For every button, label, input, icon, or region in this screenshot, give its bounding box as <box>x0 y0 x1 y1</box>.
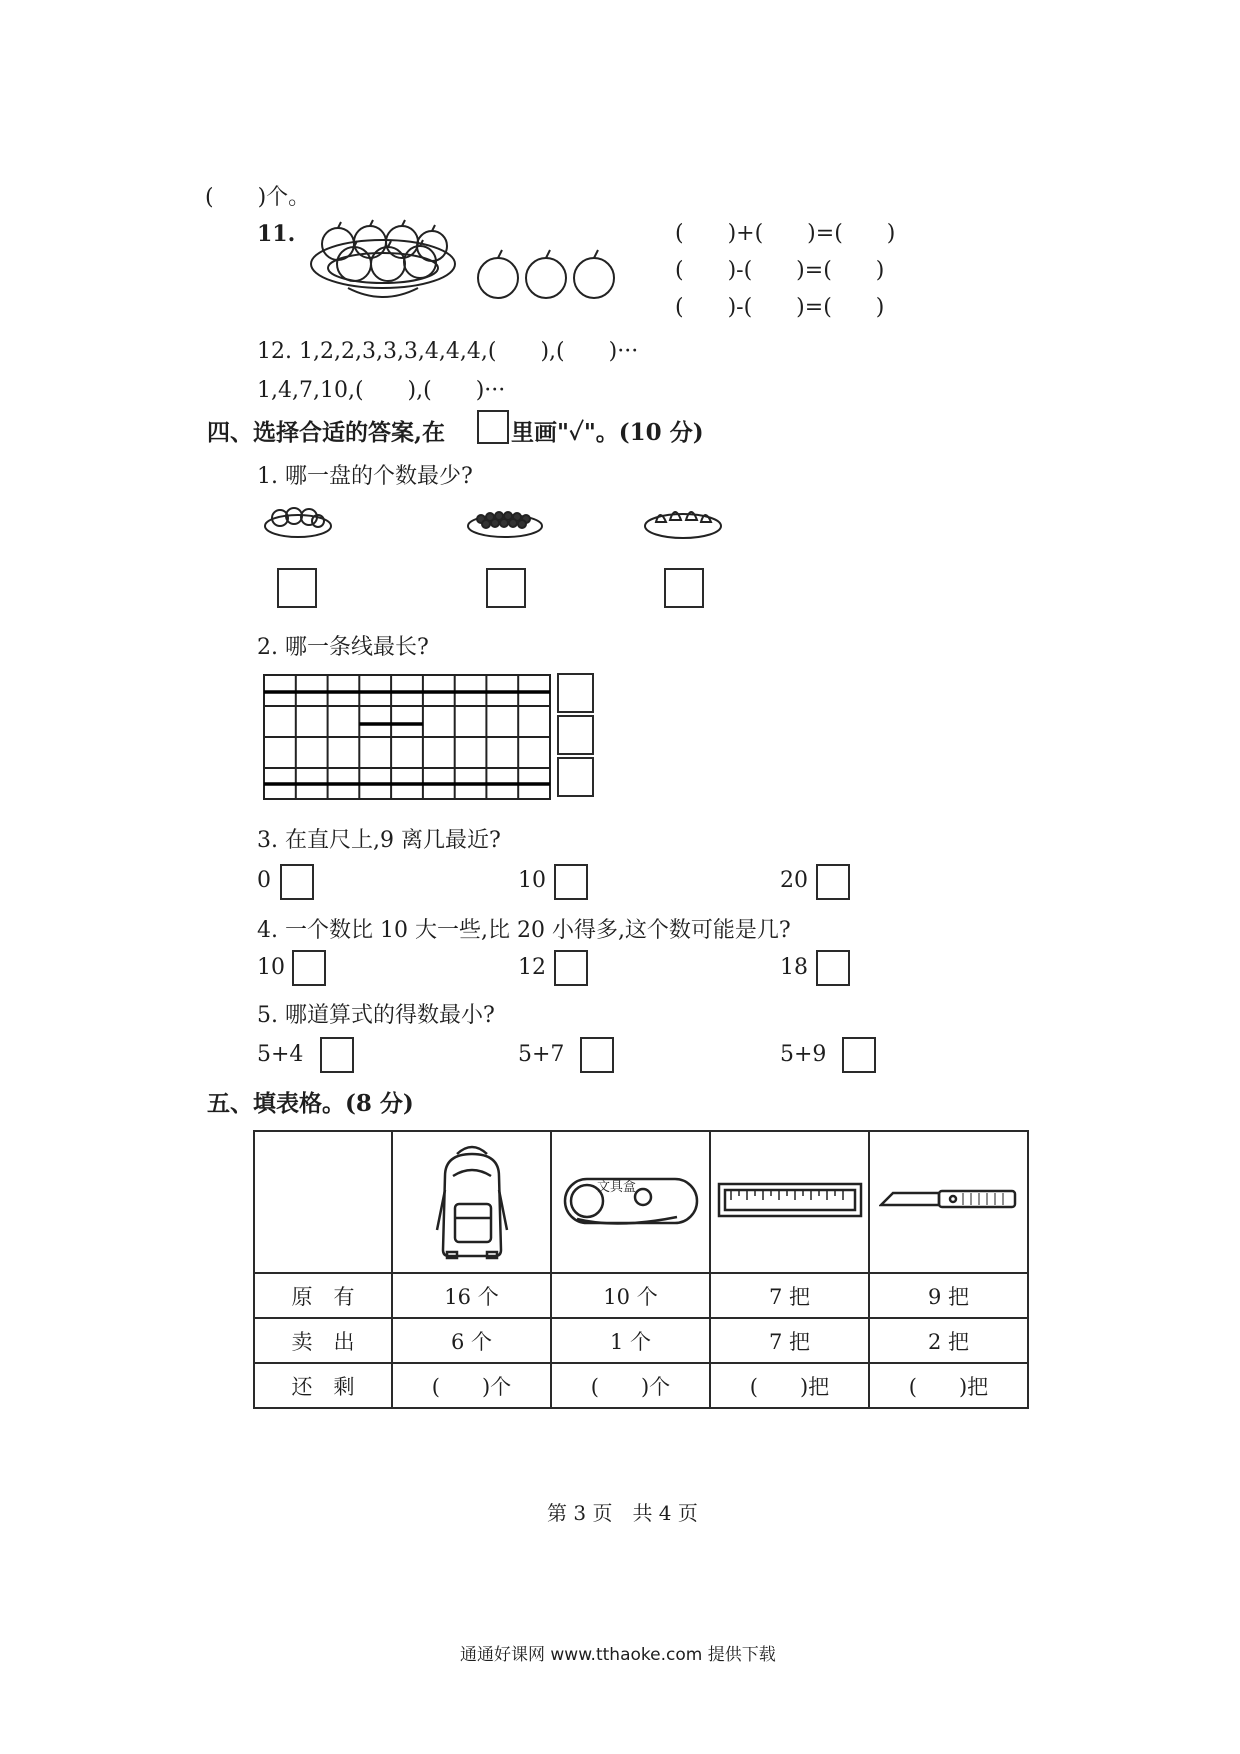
q4-5-option-a: 5+4 <box>257 1042 304 1067</box>
answer-box-plate-3[interactable] <box>664 568 704 608</box>
knife-cell <box>869 1131 1028 1273</box>
table-corner-cell <box>254 1131 392 1273</box>
q4-5-option-c: 5+9 <box>780 1042 827 1067</box>
q4-3-option-c: 20 <box>780 868 808 893</box>
page-number: 第 3 页 共 4 页 <box>547 1501 698 1525</box>
cell-remaining-pencil-case[interactable]: ( )个 <box>551 1363 710 1408</box>
answer-box-plate-1[interactable] <box>277 568 317 608</box>
backpack-icon <box>427 1140 517 1260</box>
cell-original-backpack: 16 个 <box>392 1273 551 1318</box>
cell-remaining-ruler[interactable]: ( )把 <box>710 1363 869 1408</box>
cell-remaining-knife[interactable]: ( )把 <box>869 1363 1028 1408</box>
cell-original-ruler: 7 把 <box>710 1273 869 1318</box>
utility-knife-icon <box>879 1185 1019 1215</box>
apple-plate-illustration <box>308 222 458 310</box>
q12-sequence-2: 1,4,7,10,( ),( )··· <box>257 378 506 403</box>
q4-3-option-a: 0 <box>257 868 271 893</box>
ruler-icon <box>717 1180 863 1220</box>
q4-5-question: 5. 哪道算式的得数最小? <box>257 1003 495 1028</box>
plate-1-illustration <box>262 500 334 542</box>
q4-4-question: 4. 一个数比 10 大一些,比 20 小得多,这个数可能是几? <box>257 918 791 943</box>
continued-answer-line: ( )个。 <box>205 185 311 210</box>
q11-equation-2: ( )-( )=( ) <box>675 258 885 283</box>
loose-apples-illustration <box>474 248 622 300</box>
plate-3-illustration <box>642 500 724 542</box>
table-image-row <box>254 1131 1028 1273</box>
section-4-title-b: 里画"✓"。(10 分) <box>511 419 704 446</box>
answer-box-q5-a[interactable] <box>320 1037 354 1073</box>
row-label-remaining: 还 剩 <box>254 1363 392 1408</box>
pencil-case-icon <box>561 1165 701 1235</box>
pencil-case-cell <box>551 1131 710 1273</box>
answer-box-q3-a[interactable] <box>280 864 314 900</box>
answer-box-q5-c[interactable] <box>842 1037 876 1073</box>
table-row-sold <box>254 1318 1028 1363</box>
answer-box-q3-b[interactable] <box>554 864 588 900</box>
q4-3-question: 3. 在直尺上,9 离几最近? <box>257 828 501 853</box>
plate-2-illustration <box>465 500 545 542</box>
cell-original-pencil-case: 10 个 <box>551 1273 710 1318</box>
title-checkbox-sample <box>477 410 509 444</box>
inventory-table <box>253 1130 1029 1409</box>
pencil-case-label: 文具盒 <box>596 1179 636 1195</box>
cell-sold-knife: 2 把 <box>869 1318 1028 1363</box>
backpack-cell <box>392 1131 551 1273</box>
download-watermark: 通通好课网 www.tthaoke.com 提供下载 <box>460 1645 776 1665</box>
line-grid <box>263 674 553 802</box>
q4-2-question: 2. 哪一条线最长? <box>257 635 429 660</box>
q4-4-option-a: 10 <box>257 955 285 980</box>
q4-4-option-c: 18 <box>780 955 808 980</box>
answer-box-line-3[interactable] <box>557 757 594 797</box>
answer-box-q4-a[interactable] <box>292 950 326 986</box>
answer-box-q4-c[interactable] <box>816 950 850 986</box>
section-4-title-a: 四、选择合适的答案,在 <box>207 419 446 446</box>
q4-5-option-b: 5+7 <box>518 1042 565 1067</box>
ruler-cell <box>710 1131 869 1273</box>
cell-sold-backpack: 6 个 <box>392 1318 551 1363</box>
q4-4-option-b: 12 <box>518 955 546 980</box>
q4-1-question: 1. 哪一盘的个数最少? <box>257 464 473 489</box>
section-5-title: 五、填表格。(8 分) <box>207 1090 414 1117</box>
table-row-original <box>254 1273 1028 1318</box>
q12-sequence-1: 12. 1,2,2,3,3,3,4,4,4,( ),( )··· <box>257 339 639 364</box>
answer-box-q5-b[interactable] <box>580 1037 614 1073</box>
answer-box-plate-2[interactable] <box>486 568 526 608</box>
cell-remaining-backpack[interactable]: ( )个 <box>392 1363 551 1408</box>
cell-sold-ruler: 7 把 <box>710 1318 869 1363</box>
answer-box-line-1[interactable] <box>557 673 594 713</box>
cell-original-knife: 9 把 <box>869 1273 1028 1318</box>
answer-box-q3-c[interactable] <box>816 864 850 900</box>
q11-equation-1: ( )+( )=( ) <box>675 221 896 246</box>
answer-box-q4-b[interactable] <box>554 950 588 986</box>
answer-box-line-2[interactable] <box>557 715 594 755</box>
row-label-sold: 卖 出 <box>254 1318 392 1363</box>
q11-equation-3: ( )-( )=( ) <box>675 295 885 320</box>
q4-3-option-b: 10 <box>518 868 546 893</box>
cell-sold-pencil-case: 1 个 <box>551 1318 710 1363</box>
row-label-original: 原 有 <box>254 1273 392 1318</box>
q11-number: 11. <box>257 221 296 247</box>
table-row-remaining <box>254 1363 1028 1408</box>
